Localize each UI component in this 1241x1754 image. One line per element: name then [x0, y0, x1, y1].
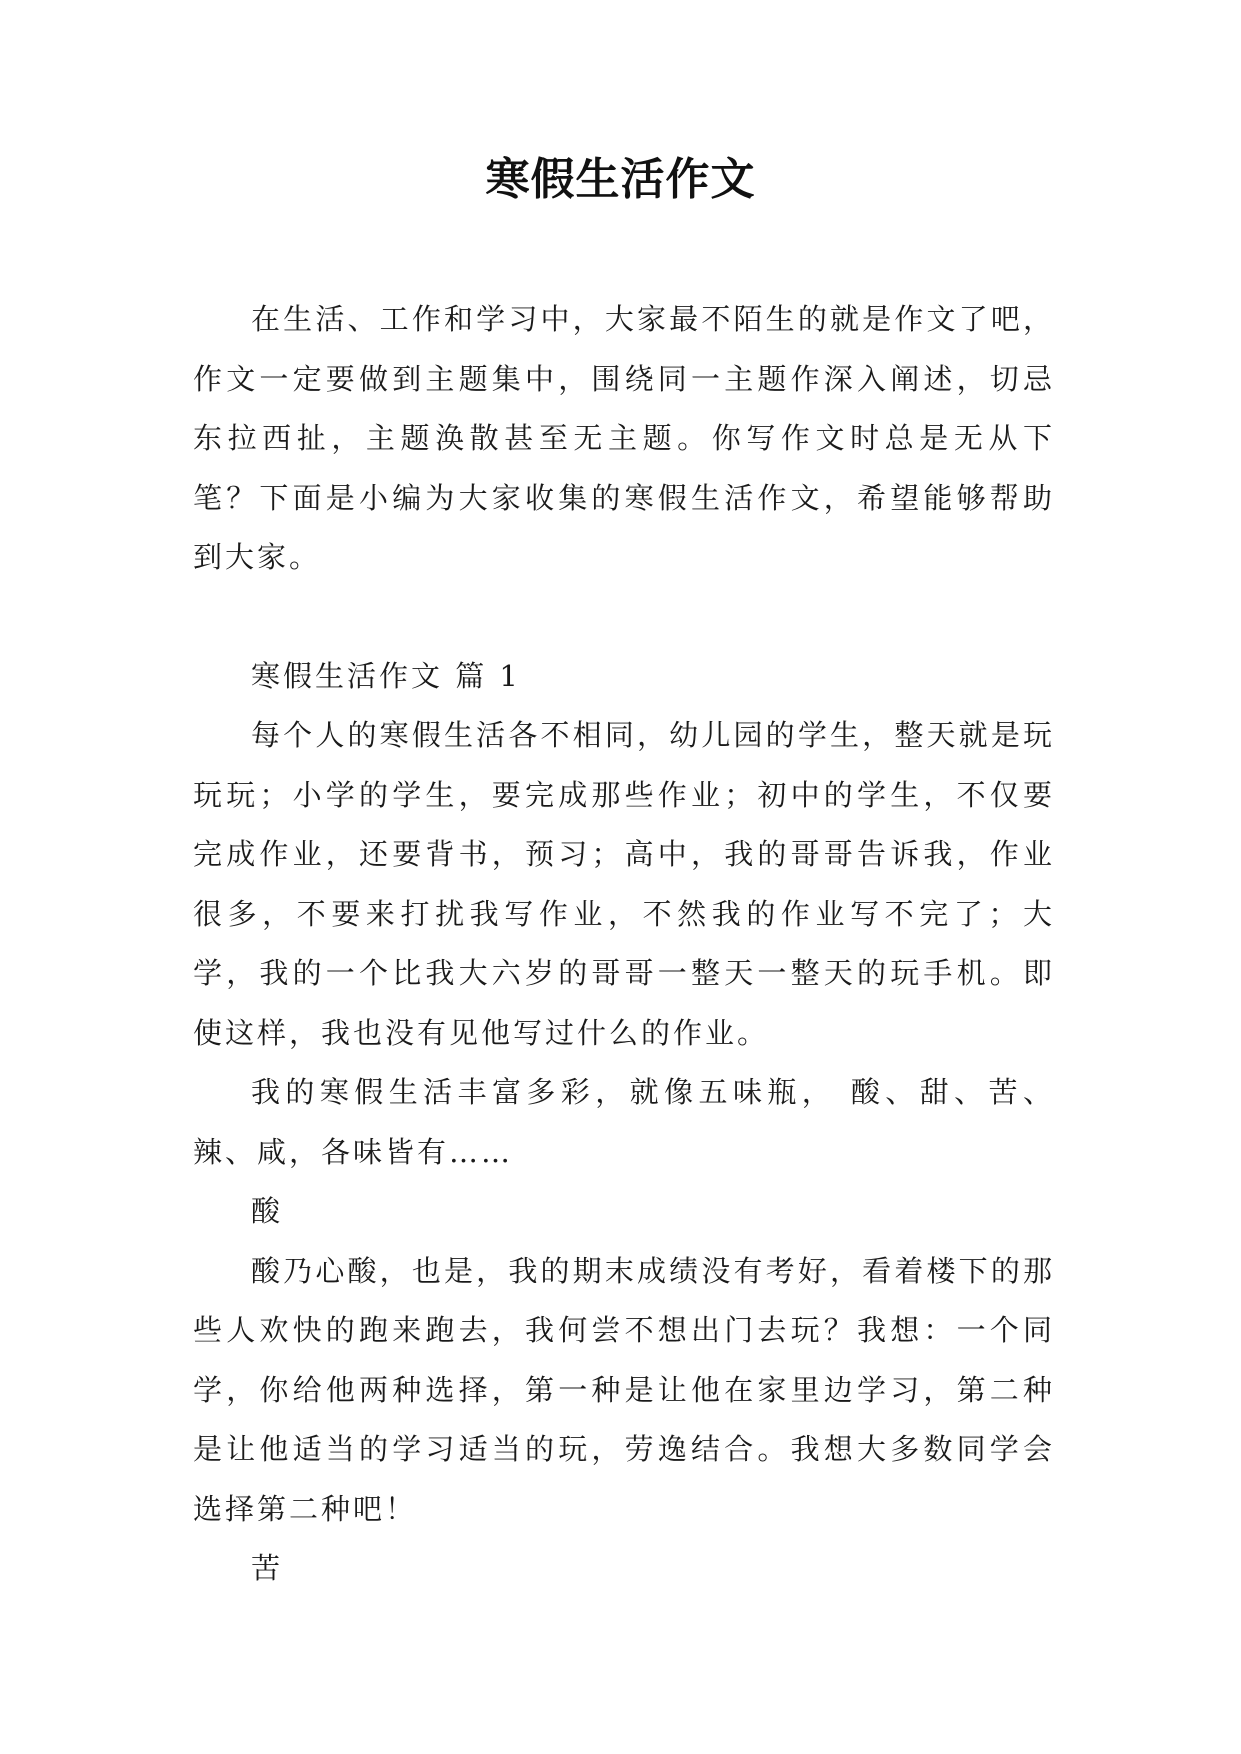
subheading-bitter: 苦	[251, 1551, 284, 1585]
document-body	[193, 290, 1055, 1599]
document-title: 寒假生活作文	[485, 154, 756, 205]
body-paragraph-3: 酸乃心酸，也是，我的期末成绩没有考好，看着楼下的那些人欢快的跑来跑去，我何尝不想出门去玩？我想：一个同学，你给他两种选择，第一种是让他在家里边学习，第二种是让他适当的学习适当的玩，劳逸结合。我想大多数同学会选择第二种吧！	[193, 1253, 1055, 1526]
body-paragraph-1: 每个人的寒假生活各不相同，幼儿园的学生，整天就是玩玩玩；小学的学生，要完成那些作业；初中的学生，不仅要完成作业，还要背书，预习；高中，我的哥哥告诉我，作业很多，不要来打扰我写作业，不然我的作业写不完了；大学，我的一个比我大六岁的哥哥一整天一整天的玩手机。即使这样，我也没有见他写过什么的作业。	[193, 718, 1055, 1050]
intro-paragraph: 在生活、工作和学习中，大家最不陌生的就是作文了吧，作文一定要做到主题集中，围绕同一主题作深入阐述，切忌东拉西扯，主题涣散甚至无主题。你写作文时总是无从下笔？下面是小编为大家收集的寒假生活作文，希望能够帮助到大家。	[193, 302, 1055, 574]
subheading-sour: 酸	[251, 1194, 284, 1228]
body-paragraph-2: 我的寒假生活丰富多彩，就像五味瓶， 酸、甜、苦、辣、咸，各味皆有……	[193, 1075, 1055, 1169]
section-heading: 寒假生活作文 篇 1	[251, 658, 521, 693]
